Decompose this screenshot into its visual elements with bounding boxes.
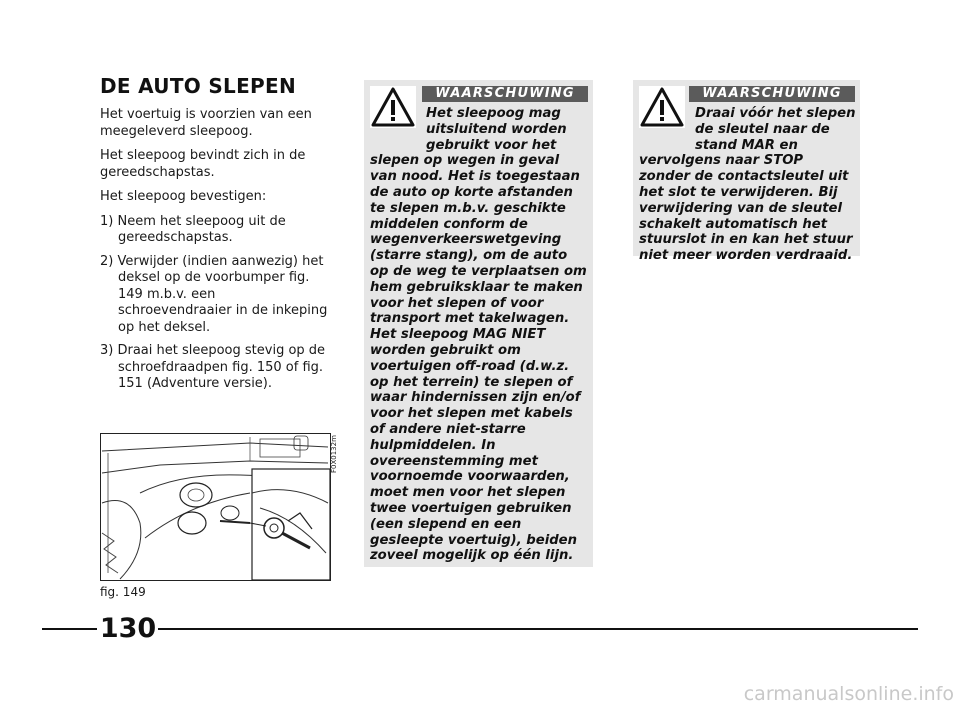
figure-code: F0X0132m <box>330 435 338 473</box>
warning-text-1 <box>370 106 589 564</box>
warning-text-2-content: Draai vóór het slepen de sleutel naar de stand MAR en vervolgens naar STOP zonder de contactsleutel uit het slot te verwijderen. Bij verwijdering van de sleutel schakelt automatisch het stuurslot in en kan het stuur niet meer worden verdraaid. <box>639 106 856 264</box>
warning-header-2: WAARSCHUWING <box>689 86 855 102</box>
warning-text-1-content: Het sleepoog mag uitsluitend worden gebruikt voor het slepen op wegen in geval van nood. Het is toegestaan de auto op korte afstanden te slepen m.b.v. geschikte middelen conform de wegenverkeerswetgeving (starre stang), om de auto op de weg te verplaatsen om hem gebruiksklaar te maken voor het slepen of voor transport met takelwagen. Het sleepoog MAG NIET worden gebruikt om voertuigen off-road (d.w.z. op het terrein) te slepen of waar hindernissen zijn en/of voor het slepen met kabels of andere niet-starre hulpmiddelen. In overeenstemming met voornoemde voorwaarden, moet men voor het slepen twee voertuigen gebruiken (een slepend en een gesleepte voertuig), beiden zoveel mogelijk op één lijn. <box>370 106 587 564</box>
attach-label: Het sleepoog bevestigen: <box>100 189 267 204</box>
step-3: 3) Draai het sleepoog stevig op de schroefdraadpen fig. 150 of fig. 151 (Adventure versie). <box>100 343 326 391</box>
location-paragraph: Het sleepoog bevindt zich in de gereedschapstas. <box>100 148 306 180</box>
bumper-illustration <box>100 433 343 581</box>
main-column <box>100 74 328 400</box>
warning-header-1: WAARSCHUWING <box>422 86 588 102</box>
warning-box-1 <box>364 80 593 567</box>
figure-149 <box>100 433 343 581</box>
figure-caption: fig. 149 <box>100 585 146 599</box>
step-1: 1) Neem het sleepoog uit de gereedschapstas. <box>100 213 286 245</box>
footer-rule-left <box>42 628 97 630</box>
step-2: 2) Verwijder (indien aanwezig) het deksel op de voorbumper fig. 149 m.b.v. een schroevendraaier in de inkeping op het deksel. <box>100 253 328 335</box>
footer-rule-right <box>158 628 918 630</box>
warning-box-2 <box>633 80 860 264</box>
page-number: 130 <box>99 613 157 644</box>
section-title: DE AUTO SLEPEN <box>100 74 297 98</box>
intro-paragraph: Het voertuig is voorzien van een meegeleverd sleepoog. <box>100 107 312 139</box>
watermark: carmanualsonline.info <box>743 683 954 705</box>
warning-text-2 <box>639 106 856 264</box>
